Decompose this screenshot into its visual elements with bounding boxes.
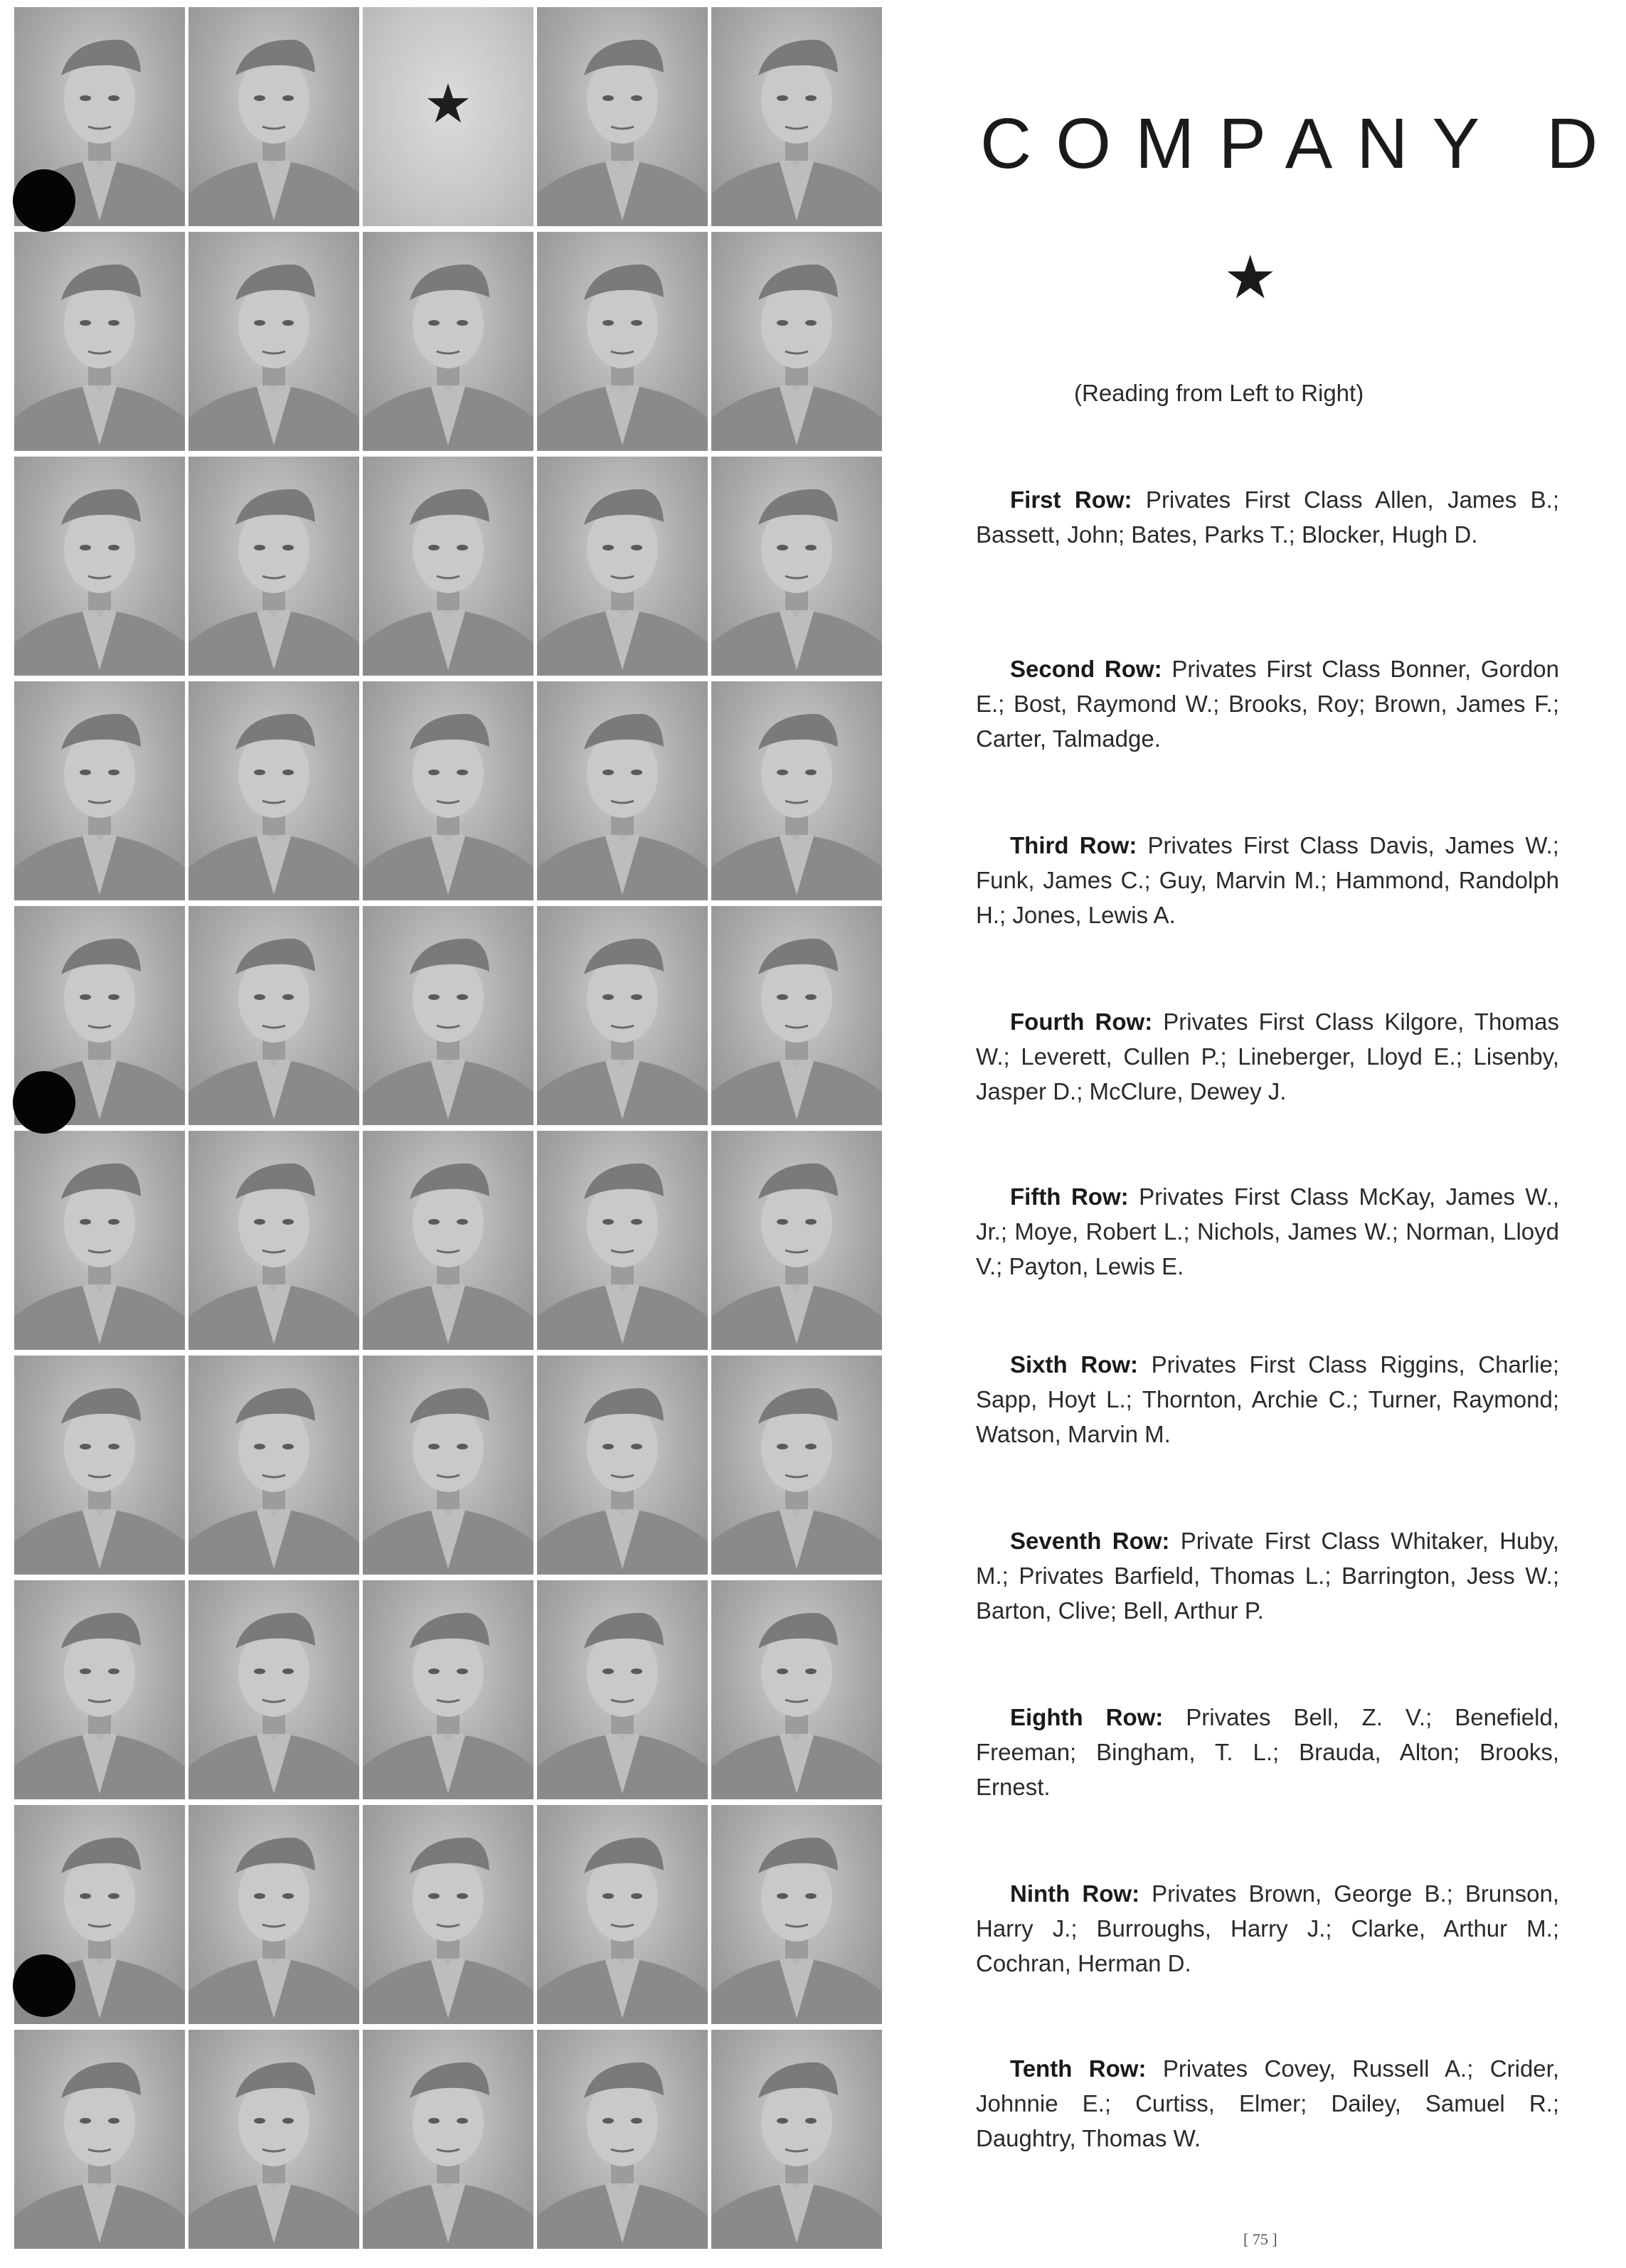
portrait-photo (711, 2030, 882, 2249)
row-caption-10 (976, 2051, 1559, 2156)
row-caption-label: Fifth Row: (1010, 1183, 1129, 1210)
row-caption-names: Privates First Class Riggins, Charlie; Sapp, Hoyt L.; Thornton, Archie C.; Turner, Raymond; Watson, Marvin M. (976, 1351, 1559, 1447)
row-caption-4 (976, 1004, 1559, 1109)
portrait-photo (537, 906, 708, 1125)
row-caption-label: First Row: (1010, 486, 1132, 513)
portrait-photo (188, 1356, 359, 1575)
row-caption-1 (976, 482, 1559, 552)
portrait-blank-slot (363, 7, 533, 226)
portrait-photo (711, 1131, 882, 1350)
portrait-photo (188, 457, 359, 676)
star-icon: ★ (1223, 243, 1277, 312)
portrait-photo (14, 681, 185, 900)
row-caption-6 (976, 1347, 1559, 1452)
row-caption-names: Privates First Class Bonner, Gordon E.; Bost, Raymond W.; Brooks, Roy; Brown, James F.; Carter, Talmadge. (976, 656, 1559, 752)
row-caption-8 (976, 1700, 1559, 1804)
portrait-photo (188, 681, 359, 900)
portrait-photo (188, 1580, 359, 1799)
portrait-photo (363, 906, 533, 1125)
row-caption-7 (976, 1523, 1559, 1628)
portrait-photo (188, 2030, 359, 2249)
row-caption-2 (976, 651, 1559, 756)
star-icon: ★ (423, 71, 473, 135)
portrait-photo (537, 1805, 708, 2024)
row-caption-label: Second Row: (1010, 656, 1162, 682)
portrait-photo (363, 681, 533, 900)
row-caption-label: Eighth Row: (1010, 1704, 1164, 1730)
portrait-photo (711, 1805, 882, 2024)
portrait-photo (14, 1131, 185, 1350)
page-title: COMPANY D (980, 104, 1622, 183)
row-caption-names: Privates First Class Allen, James B.; Bassett, John; Bates, Parks T.; Blocker, Hugh D. (976, 486, 1559, 548)
portrait-photo (14, 232, 185, 451)
portrait-photo (537, 232, 708, 451)
binder-punch-hole (13, 169, 75, 232)
portrait-photo (711, 1356, 882, 1575)
portrait-photo (537, 1580, 708, 1799)
row-caption-label: Sixth Row: (1010, 1351, 1138, 1378)
binder-punch-hole (13, 1954, 75, 2017)
portrait-photo (537, 2030, 708, 2249)
row-caption-9 (976, 1876, 1559, 1981)
portrait-photo (537, 457, 708, 676)
reading-order-note: (Reading from Left to Right) (1074, 380, 1364, 406)
row-caption-names: Privates First Class Davis, James W.; Funk, James C.; Guy, Marvin M.; Hammond, Randolph H.; Jones, Lewis A. (976, 832, 1559, 928)
row-caption-names: Privates Covey, Russell A.; Crider, Johnnie E.; Curtiss, Elmer; Dailey, Samuel R.; Daughtry, Thomas W. (976, 2055, 1559, 2151)
portrait-photo (711, 457, 882, 676)
row-caption-names: Privates Bell, Z. V.; Benefield, Freeman; Bingham, T. L.; Brauda, Alton; Brooks, Ernest. (976, 1704, 1559, 1800)
row-caption-label: Fourth Row: (1010, 1008, 1153, 1035)
portrait-photo (14, 457, 185, 676)
binder-punch-hole (13, 1071, 75, 1134)
row-caption-label: Ninth Row: (1010, 1880, 1140, 1907)
portrait-photo (363, 2030, 533, 2249)
row-caption-names: Privates Brown, George B.; Brunson, Harry J.; Burroughs, Harry J.; Clarke, Arthur M.; Cochran, Herman D. (976, 1880, 1559, 1976)
row-caption-label: Third Row: (1010, 832, 1137, 858)
portrait-photo (188, 1131, 359, 1350)
portrait-photo (363, 1131, 533, 1350)
portrait-photo (363, 232, 533, 451)
portrait-photo (363, 1580, 533, 1799)
portrait-photo (14, 1356, 185, 1575)
portrait-photo (363, 1805, 533, 2024)
portrait-photo (188, 906, 359, 1125)
portrait-grid (14, 7, 882, 2260)
portrait-photo (537, 1131, 708, 1350)
portrait-photo (363, 1356, 533, 1575)
row-caption-5 (976, 1179, 1559, 1284)
row-caption-names: Privates First Class McKay, James W., Jr.; Moye, Robert L.; Nichols, James W.; Norman, Lloyd V.; Payton, Lewis E. (976, 1183, 1559, 1279)
portrait-photo (537, 681, 708, 900)
portrait-photo (711, 232, 882, 451)
portrait-photo (711, 7, 882, 226)
row-caption-names: Privates First Class Kilgore, Thomas W.; Leverett, Cullen P.; Lineberger, Lloyd E.; Lisenby, Jasper D.; McClure, Dewey J. (976, 1008, 1559, 1104)
row-caption-names: Private First Class Whitaker, Huby, M.; Privates Barfield, Thomas L.; Barrington, Jess W.; Barton, Clive; Bell, Arthur P. (976, 1528, 1559, 1624)
row-caption-label: Tenth Row: (1010, 2055, 1147, 2082)
portrait-photo (537, 7, 708, 226)
page-number: [ 75 ] (1243, 2230, 1277, 2248)
portrait-photo (14, 1580, 185, 1799)
portrait-photo (711, 681, 882, 900)
portrait-photo (188, 232, 359, 451)
row-caption-3 (976, 828, 1559, 932)
portrait-photo (537, 1356, 708, 1575)
row-caption-label: Seventh Row: (1010, 1528, 1170, 1554)
portrait-photo (363, 457, 533, 676)
portrait-photo (188, 7, 359, 226)
portrait-photo (711, 1580, 882, 1799)
portrait-photo (14, 2030, 185, 2249)
portrait-photo (188, 1805, 359, 2024)
portrait-photo (711, 906, 882, 1125)
